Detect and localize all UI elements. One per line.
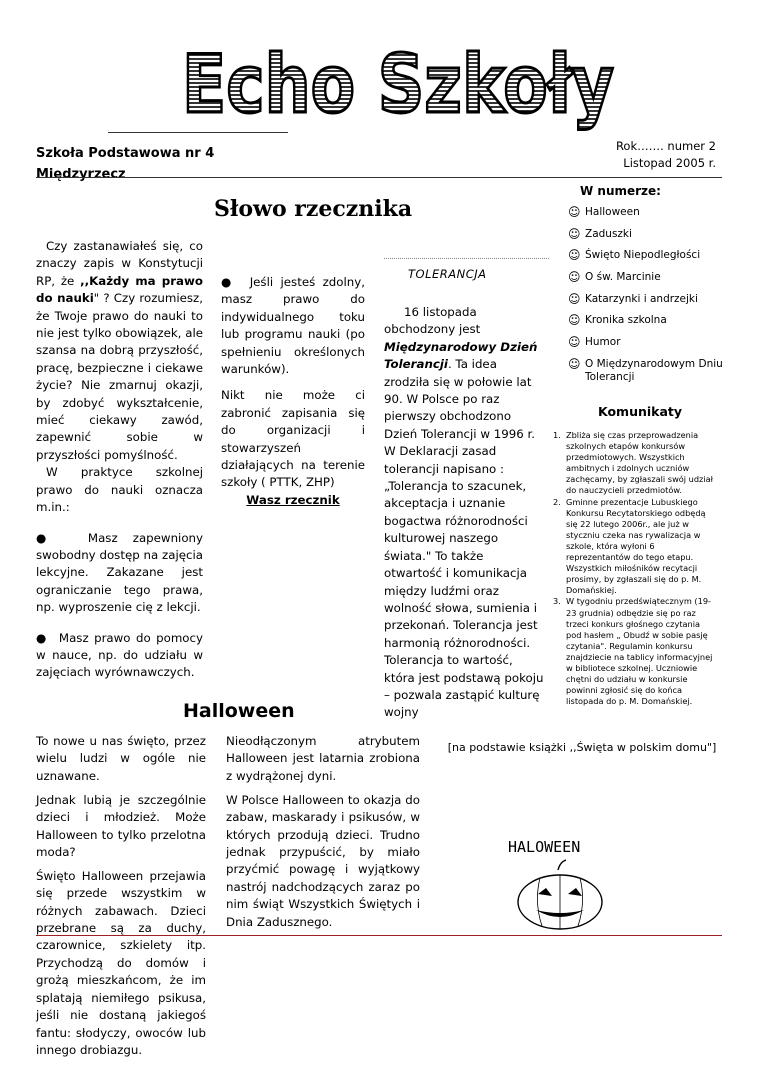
rzecznik-bullet: ● Jeśli jesteś zdolny, masz prawo do indywidualnego toku lub programu nauki (po spełnieniu określonych warunków). <box>221 275 365 377</box>
tolerancja-text: 16 listopada obchodzony jest Międzynarodowy Dzień Tolerancji. Ta idea zrodziła się w połowie lat 90. W Polsce po raz pierwszy obchodzono Dzień Tolerancji w 1996 r. W Deklaracji zasad tolerancji napisano : „Tolerancja to szacunek, akceptacja i uznanie bogactwa różnorodności kulturowej naszego świata." To także otwartość i komunikacja między ludźmi oraz wolność słowa, sumienia i przekonań. Tolerancja jest harmonią różnorodności. Tolerancja to wartość, która jest podstawą pokoju – pozwala zastąpić kulturę wojny <box>384 305 544 720</box>
rzecznik-column-2 <box>221 274 365 509</box>
header-rule-full <box>36 177 722 178</box>
contents-item: ☺ Halloween <box>568 205 640 219</box>
issue-info <box>516 138 716 172</box>
rzecznik-bullet: ● Masz prawo do pomocy w nauce, np. do udziału w zajęciach wyrównawczych. <box>36 630 203 680</box>
rzecznik-heading: Słowo rzecznika <box>214 196 413 222</box>
halloween-column-1 <box>36 733 206 1066</box>
contents-item: ☺ Kronika szkolna <box>568 313 667 328</box>
smiley-icon: ☺ <box>568 248 581 263</box>
halloween-column-3 <box>441 733 723 763</box>
school-name <box>36 143 214 185</box>
pumpkin-drawing-text: HALOWEEN <box>508 838 581 856</box>
komunikat-item: 1. Zbliża się czas przeprowadzenia szkolnych etapów konkursów przedmiotowych. Wszystkich ambitnych i zdolnych uczniów zachęcamy, by zgłaszali swój udział do nauczycieli przedmiotów. <box>553 430 713 496</box>
smiley-icon: ☺ <box>568 356 581 371</box>
smiley-icon: ☺ <box>568 335 581 350</box>
rzecznik-bullet: ● Masz zapewniony swobodny dostęp na zajęcia lekcyjne. Zakazane jest ograniczanie tego prawa, np. wyproszenie cię z lekcji. <box>36 530 203 615</box>
halloween-heading: Halloween <box>183 700 295 722</box>
bullet-icon: ● <box>36 530 88 545</box>
komunikaty-list <box>553 430 718 707</box>
masthead-title: Echo Szkoły <box>182 38 614 131</box>
komunikaty-heading: Komunikaty <box>598 404 683 419</box>
school-line-1: Szkoła Podstawowa nr 4 <box>36 146 215 161</box>
smiley-icon: ☺ <box>568 291 581 306</box>
school-line-2: Międzyrzecz <box>36 167 126 182</box>
smiley-icon: ☺ <box>568 313 581 328</box>
pumpkin-drawing <box>500 830 630 938</box>
halloween-paragraph: To nowe u nas święto, przez wielu ludzi w ogóle nie uznawane. <box>36 734 206 783</box>
smiley-icon: ☺ <box>568 205 581 219</box>
halloween-paragraph: Nieodłączonym atrybutem Halloween jest latarnia zrobiona z wydrążonej dyni. <box>226 734 420 783</box>
bottom-rule <box>36 935 722 936</box>
issue-number: Rok……. numer 2 <box>615 139 716 153</box>
bullet-icon: ● <box>36 630 59 645</box>
tolerancja-divider <box>384 258 549 259</box>
masthead-logo <box>178 30 618 140</box>
halloween-paragraph: W Polsce Halloween to okazja do zabaw, maskarady i psikusów, w których przodują dzieci. Trudno jednak przypuścić, by miało przyćmić powagę i wyjątkowy nastrój nadchodzących zaraz po nim świąt Wszystkich Świętych i Dnia Zadusznego. <box>226 792 420 929</box>
contents-item: ☺ Katarzynki i andrzejki <box>568 291 698 306</box>
contents-item: ☺ Święto Niepodległości <box>568 248 701 263</box>
rzecznik-signature: Wasz rzecznik <box>246 492 340 507</box>
bullet-icon: ● <box>221 275 250 289</box>
halloween-source: [na podstawie książki ,,Święta w polskim domu"] <box>447 741 717 754</box>
halloween-column-2 <box>226 733 420 937</box>
rzecznik-column-1 <box>36 238 203 682</box>
halloween-paragraph: Jednak lubią je szczególnie dzieci i młodzież. Może Halloween to tylko przelotna moda? <box>36 792 206 859</box>
rzecznik-paragraph: W praktyce szkolnej prawo do nauki oznacza m.in.: <box>36 465 203 515</box>
rzecznik-paragraph: Nikt nie może ci zabronić zapisania się do organizacji i stowarzyszeń działających na terenie szkoły ( PTTK, ZHP) <box>221 388 365 490</box>
contents-title: W numerze: <box>580 184 661 198</box>
contents-item: ☺ Humor <box>568 335 621 350</box>
header-rule-left <box>108 132 288 133</box>
issue-date: Listopad 2005 r. <box>623 156 716 170</box>
komunikat-item: 2. Gminne prezentacje Lubuskiego Konkursu Recytatorskiego odbędą się 22 lutego 2006r., ale już w styczniu czeka nas rywalizacja w szkole, która wyłoni 6 reprezentantów do tego etapu. Wszystkich miłośników recytacji prosimy, by zgłaszali się do p. M. Domańskiej. <box>553 496 706 596</box>
contents-item: ☺ O Międzynarodowym Dniu Tolerancji <box>568 356 723 383</box>
contents-item: ☺ Zaduszki <box>568 226 632 241</box>
smiley-icon: ☺ <box>568 270 581 285</box>
contents-item: ☺ O św. Marcinie <box>568 270 661 285</box>
komunikat-item: 3. W tygodniu przedświątecznym (19-23 grudnia) odbędzie się po raz trzeci konkurs głośnego czytania pod hasłem „ Obudź w sobie pasję czytania". Regulamin konkursu znajdziecie na tablicy informacyjnej w bibliotece szkolnej. Uczniowie chętni do udziału w konkursie powinni zgłosić się do końca listopada do p. M. Domańskiej. <box>553 596 713 707</box>
contents-list <box>568 206 763 393</box>
rzecznik-paragraph: Czy zastanawiałeś się, co znaczy zapis w Konstytucji RP, że ,,Każdy ma prawo do nauki" ? Czy rozumiesz, że Twoje prawo do nauki to nie jest tylko obowiązek, ale szansa na dobrą przyszłość, pracę, bezpieczne i ciekawe życie? Nie zmarnuj okazji, by zdobyć wykształcenie, mieć ciekawy zawód, zapewnić sobie w przyszłości pomyślność. <box>36 239 203 462</box>
tolerancja-heading: TOLERANCJA <box>408 267 487 281</box>
halloween-paragraph: Święto Halloween przejawia się przede wszystkim w różnych zabawach. Dzieci przebrane są za duchy, czarownice, szkielety itp. Przychodzą do domów i grożą mieszkańcom, że im splatają niemiłego psikusa, jeśli nie dostaną jakiegoś fantu: słodyczy, owoców lub innego drobiazgu. <box>36 868 206 1057</box>
smiley-icon: ☺ <box>568 226 581 241</box>
